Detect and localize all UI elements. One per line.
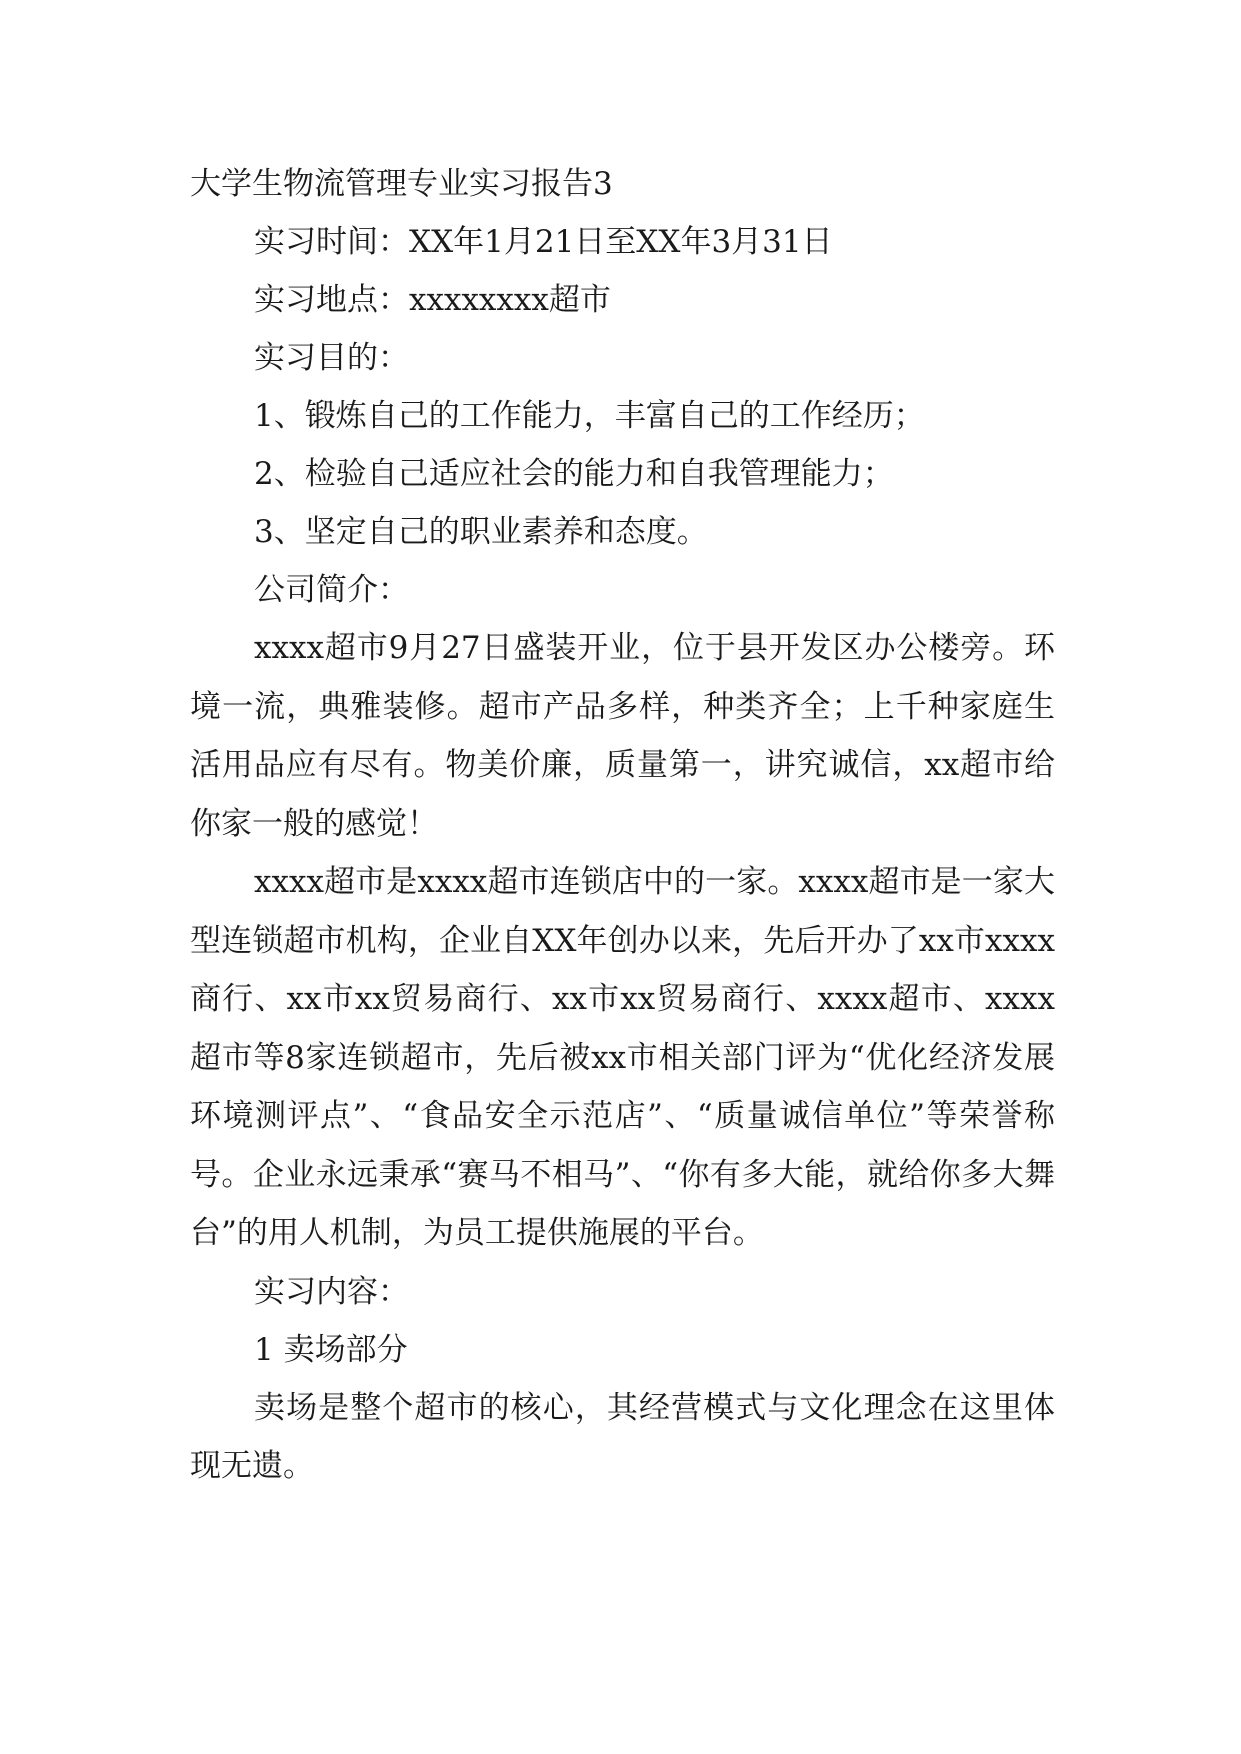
purpose-heading: 实习目的：	[254, 340, 409, 376]
intern-place: 实习地点：xxxxxxxx超市	[254, 282, 611, 318]
company-paragraph: xxxx超市9月27日盛装开业，位于县开发区办公楼旁。环境一流，典雅装修。超市产品多样，种类齐全；上千种家庭生活用品应有尽有。物美价廉，质量第一，讲究诚信，xx超市给你家一般的感觉！	[190, 630, 1055, 842]
intern-time: 实习时间：XX年1月21日至XX年3月31日	[254, 224, 833, 260]
purpose-item: 3、坚定自己的职业素养和态度。	[254, 514, 708, 550]
company-heading: 公司简介：	[254, 572, 409, 608]
purpose-item: 1、锻炼自己的工作能力，丰富自己的工作经历；	[254, 398, 925, 434]
document-body	[190, 155, 1055, 1496]
document-title: 大学生物流管理专业实习报告3	[190, 166, 613, 202]
content-heading: 实习内容：	[254, 1273, 409, 1310]
section-heading: 1 卖场部分	[254, 1331, 408, 1368]
company-paragraph: xxxx超市是xxxx超市连锁店中的一家。xxxx超市是一家大型连锁超市机构，企业自XX年创办以来，先后开办了xx市xxxx商行、xx市xx贸易商行、xx市xx贸易商行、xxxx超市、xxxx超市等8家连锁超市，先后被xx市相关部门评为“优化经济发展环境测评点”、“食品安全示范店”、“质量诚信单位”等荣誉称号。企业永远秉承“赛马不相马”、“你有多大能，就给你多大舞台”的用人机制，为员工提供施展的平台。	[190, 864, 1055, 1251]
purpose-item: 2、检验自己适应社会的能力和自我管理能力；	[254, 456, 894, 492]
section-paragraph: 卖场是整个超市的核心，其经营模式与文化理念在这里体现无遗。	[190, 1389, 1055, 1484]
